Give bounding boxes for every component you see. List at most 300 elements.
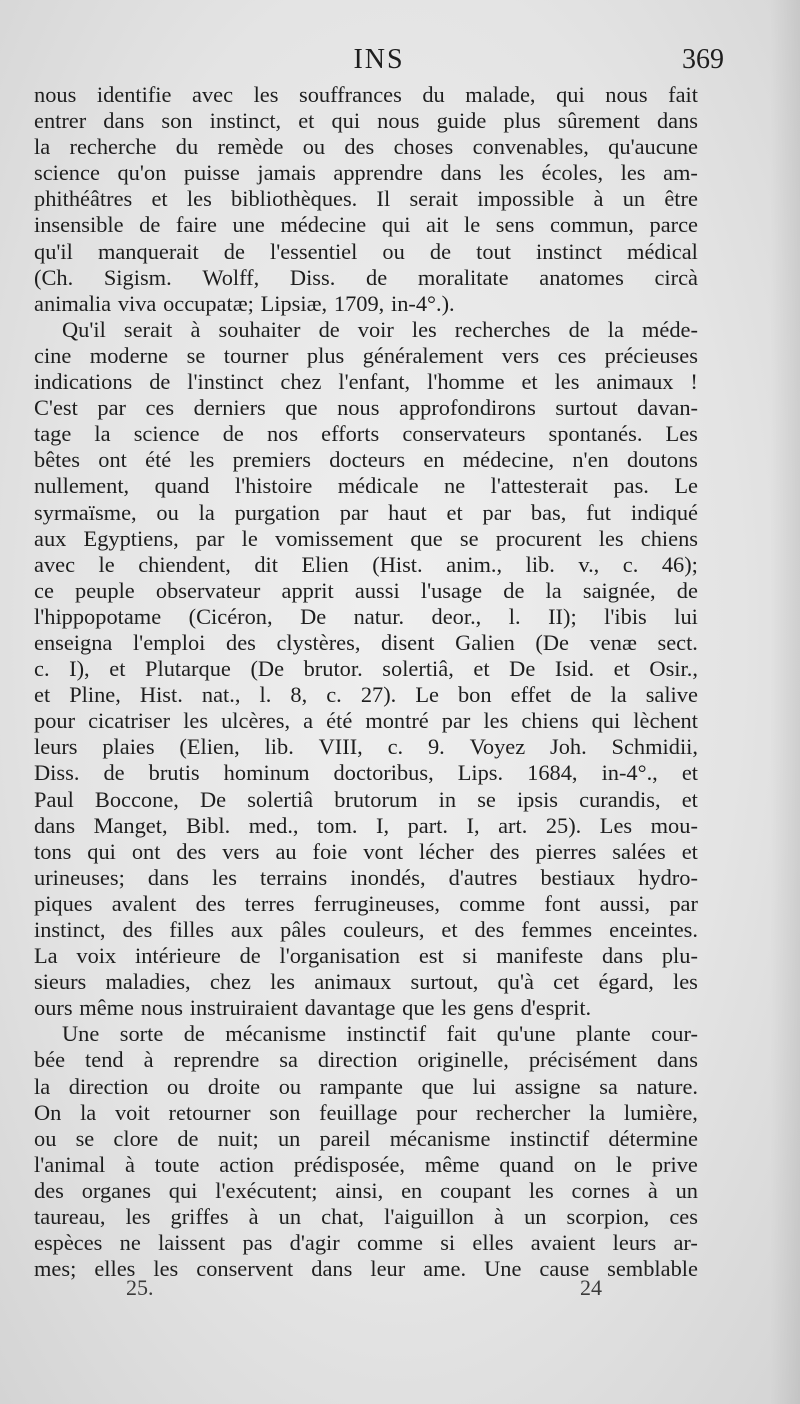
word: pas	[242, 1230, 273, 1256]
text-line	[34, 1230, 698, 1256]
word: si	[440, 1230, 456, 1256]
text-line	[34, 343, 698, 369]
word: du	[422, 82, 445, 107]
word: dans	[147, 864, 189, 890]
word: mou-	[650, 812, 698, 838]
word: art.	[498, 812, 528, 838]
running-head-title: INS	[353, 44, 405, 75]
word: vers	[222, 838, 260, 864]
word: qui	[381, 212, 411, 238]
word: salive	[645, 682, 698, 708]
text-line	[34, 369, 698, 395]
word: le	[615, 1151, 633, 1177]
word: haut	[388, 499, 427, 525]
word: de	[139, 212, 161, 238]
word: ou	[34, 1125, 57, 1151]
word: Egyptiens,	[83, 525, 179, 551]
word: par	[669, 890, 698, 916]
word: qui	[331, 108, 361, 134]
word: leurs	[612, 1230, 657, 1256]
word: chiendent,	[138, 551, 231, 577]
word: plaies	[102, 734, 155, 760]
word: fait	[668, 82, 698, 107]
word: in	[438, 786, 457, 812]
word: filles	[169, 917, 214, 942]
word: derniers	[193, 395, 266, 421]
word: enseigna	[34, 629, 113, 655]
word: instruiraient	[189, 995, 298, 1021]
word: I),	[69, 656, 90, 682]
word: nous	[377, 108, 420, 134]
word: identifie	[96, 82, 172, 107]
word: Une	[62, 1021, 100, 1047]
word: 46);	[661, 551, 698, 577]
word: de	[568, 316, 590, 342]
word: direction	[68, 1073, 149, 1099]
word: l'homme	[427, 369, 505, 395]
word: mécanisme	[225, 1021, 327, 1047]
word: dit	[254, 551, 278, 577]
word: voit	[114, 1099, 150, 1125]
word: des	[122, 917, 153, 942]
word: Diss.	[34, 760, 80, 786]
word: salées	[612, 838, 666, 864]
word: les	[153, 1256, 179, 1282]
word: (Ch.	[34, 264, 74, 290]
word: la	[589, 1099, 606, 1125]
word: chat,	[321, 1204, 365, 1230]
word: anim.,	[446, 551, 503, 577]
word: médecine,	[462, 447, 555, 473]
word: nuit;	[217, 1125, 259, 1151]
word: enceintes.	[609, 917, 698, 942]
word: manquerait	[97, 238, 199, 264]
word: Paul	[34, 786, 74, 812]
word: être	[664, 186, 698, 212]
word: piques	[34, 890, 93, 916]
word: doctoribus,	[333, 760, 434, 786]
word: lui	[472, 1073, 497, 1099]
word: d'autres	[448, 864, 518, 890]
word: avec	[34, 551, 76, 577]
word: 25).	[545, 812, 582, 838]
word: sa	[279, 1047, 298, 1073]
text-line	[34, 526, 698, 552]
word: solertiâ,	[382, 656, 454, 682]
word: les	[253, 82, 279, 107]
word: Boccone,	[94, 786, 179, 812]
word: parce	[649, 212, 698, 238]
text-line	[34, 108, 698, 134]
word: instinct,	[209, 108, 282, 134]
word: Schmidii,	[611, 734, 698, 760]
word: urineuses;	[34, 864, 125, 890]
word: De	[300, 603, 327, 629]
word: les	[673, 969, 698, 995]
word: cause	[539, 1256, 590, 1282]
word: des	[489, 838, 520, 864]
word: que	[421, 1073, 454, 1099]
word: part.	[407, 812, 448, 838]
word: faire	[175, 212, 217, 238]
word: jamais	[257, 160, 316, 186]
word: les	[125, 1204, 151, 1230]
word: la	[34, 134, 51, 160]
word: (De	[250, 656, 285, 682]
word: instinctif	[346, 1021, 427, 1047]
word: ne	[119, 1230, 141, 1256]
word: foie	[312, 838, 348, 864]
word: les	[183, 708, 209, 734]
word: observateur	[155, 577, 261, 603]
word: plu-	[661, 943, 698, 969]
word: que	[410, 525, 443, 551]
word: même	[79, 995, 134, 1021]
word: ulcères,	[221, 708, 291, 734]
word: in-4°.).	[390, 290, 455, 316]
word: originelle,	[417, 1047, 509, 1073]
word: cornes	[571, 1177, 630, 1203]
word: pareil	[319, 1125, 371, 1151]
word: Bibl.	[186, 812, 231, 838]
word: précisément	[528, 1047, 637, 1073]
word: nature.	[636, 1073, 698, 1099]
word: aux	[34, 525, 67, 551]
word: Osir.,	[649, 656, 698, 682]
word: puisse	[183, 160, 240, 186]
word: Galien	[455, 629, 515, 655]
word: écoles,	[541, 160, 604, 186]
word: ferrugineuses,	[313, 890, 440, 916]
word: brutorum	[334, 786, 418, 812]
word: aux	[230, 917, 264, 942]
text-line	[34, 917, 698, 943]
word: voix	[76, 943, 117, 969]
word: c.	[387, 734, 404, 760]
word: fut	[586, 499, 612, 525]
word: semblable	[607, 1256, 698, 1282]
word: des	[474, 917, 505, 942]
word: ou	[166, 1073, 190, 1099]
word: Pline,	[69, 682, 121, 708]
word: qu'on	[117, 160, 167, 186]
word: pas.	[613, 473, 649, 499]
word: en	[401, 1177, 423, 1203]
word: animaux	[314, 969, 392, 995]
word: davantage	[304, 995, 396, 1021]
word: laissent	[158, 1230, 226, 1256]
word: lèchent	[633, 708, 698, 734]
word: à	[190, 316, 201, 342]
word: De	[509, 656, 536, 682]
word: font	[544, 890, 581, 916]
word: généralement	[362, 342, 484, 368]
word: (De	[535, 629, 569, 655]
word: sect.	[657, 629, 698, 655]
word: dans	[440, 160, 482, 186]
word: leurs	[34, 734, 78, 760]
word: quand	[154, 473, 210, 499]
word: le	[98, 551, 115, 577]
word: comme	[357, 1230, 423, 1256]
word: sieurs	[34, 969, 87, 995]
word: ce	[34, 577, 54, 603]
word: l.	[259, 682, 272, 708]
word: animaux	[596, 369, 674, 395]
word: circà	[654, 264, 698, 290]
word: efforts	[321, 421, 380, 447]
word: l'usage	[420, 577, 483, 603]
word: l'animal	[34, 1151, 106, 1177]
word: médical	[627, 238, 698, 264]
word: VIII,	[318, 734, 363, 760]
word: brutis	[148, 760, 200, 786]
word: qu'il	[34, 238, 73, 264]
word: 9.	[427, 734, 445, 760]
text-line	[34, 500, 698, 526]
word: cet	[553, 969, 580, 995]
word: insensible	[34, 212, 124, 238]
text-line	[34, 865, 698, 891]
word: gens	[472, 995, 514, 1021]
text-line	[34, 447, 698, 473]
text-line	[34, 760, 698, 786]
word: solertiâ	[247, 786, 314, 812]
word: un	[622, 186, 646, 212]
word: aussi,	[599, 890, 651, 916]
word: le	[464, 212, 481, 238]
word: Diss.	[289, 264, 336, 290]
word: les	[189, 447, 215, 473]
word: 1684,	[527, 760, 578, 786]
word: les	[554, 369, 580, 395]
word: dans	[656, 108, 698, 134]
word: même	[424, 1151, 480, 1177]
word: à	[494, 1204, 504, 1230]
word: se	[75, 1125, 95, 1151]
word: méde-	[641, 316, 698, 342]
word: et	[521, 369, 538, 395]
word: de	[366, 264, 388, 290]
text-line	[34, 473, 698, 499]
word: surtout,	[410, 969, 479, 995]
page-footer	[34, 1275, 698, 1305]
word: les	[620, 160, 646, 186]
word: pour	[34, 708, 76, 734]
word: détermine	[608, 1125, 698, 1151]
text-line	[34, 839, 698, 865]
word: curandis,	[579, 786, 661, 812]
word: Les	[599, 812, 633, 838]
word: la	[198, 499, 215, 525]
word: de	[503, 577, 525, 603]
word: que	[285, 395, 318, 421]
text-line	[34, 552, 698, 578]
word: plus	[503, 108, 541, 134]
word: de	[676, 577, 698, 603]
word: la	[94, 421, 111, 447]
word: C'est	[34, 395, 78, 421]
word: ou	[156, 499, 179, 525]
word: plante	[575, 1021, 631, 1047]
word: ame.	[423, 1256, 467, 1282]
word: in-4°.,	[601, 760, 658, 786]
word: la	[610, 682, 627, 708]
word: reprendre	[173, 1047, 260, 1073]
word: souhaiter	[218, 316, 301, 342]
word: dans	[311, 1256, 353, 1282]
text-line	[34, 1100, 698, 1126]
text-line	[34, 1178, 698, 1204]
word: spontanés.	[548, 421, 643, 447]
word: un	[278, 1204, 302, 1230]
word: impossible	[477, 186, 575, 212]
word: comme	[459, 890, 526, 916]
word: Une	[484, 1256, 522, 1282]
word: moralitate	[417, 264, 509, 290]
word: Isid.	[554, 656, 595, 682]
word: chiens	[640, 525, 698, 551]
word: égard,	[598, 969, 654, 995]
text-line	[34, 708, 698, 734]
word: mes;	[34, 1256, 77, 1282]
word: leur	[370, 1256, 406, 1282]
word: Joh.	[550, 734, 587, 760]
text-line	[34, 239, 698, 265]
word: bêtes	[34, 447, 81, 473]
word: recherche	[69, 134, 157, 160]
word: am-	[663, 160, 698, 186]
word: Manget,	[93, 812, 168, 838]
word: l.	[508, 603, 521, 629]
word: ainsi,	[335, 1177, 384, 1203]
word: dans	[602, 943, 644, 969]
word: (Hist.	[372, 551, 423, 577]
word: nous	[337, 395, 380, 421]
word: science	[34, 160, 100, 186]
word: moderne	[89, 342, 169, 368]
word: l'essentiel	[269, 238, 358, 264]
word: on	[573, 1151, 597, 1177]
word: et	[681, 760, 698, 786]
word: science	[133, 421, 200, 447]
word: brutor.	[303, 656, 363, 682]
word: convenables,	[472, 134, 589, 160]
word: des	[176, 838, 207, 864]
word: avec	[192, 82, 234, 107]
word: son	[161, 108, 193, 134]
word: pâles	[280, 917, 327, 942]
text-line	[34, 604, 698, 630]
word: et	[109, 656, 126, 682]
text-line	[34, 578, 698, 604]
word: cour-	[651, 1021, 698, 1047]
word: rampante	[319, 1073, 403, 1099]
word: approfondirons	[399, 395, 536, 421]
word: natur.	[353, 603, 405, 629]
word: les	[186, 186, 212, 212]
word: montré	[365, 708, 429, 734]
word: lécher	[419, 838, 474, 864]
word: taureau,	[34, 1204, 106, 1230]
word: qui	[87, 838, 116, 864]
word: fait	[446, 1021, 477, 1047]
word: vont	[363, 838, 404, 864]
word: nat.,	[201, 682, 241, 708]
text-line	[34, 1126, 698, 1152]
word: précieuses	[604, 342, 698, 368]
word: ou	[382, 238, 405, 264]
text-line	[34, 317, 698, 343]
word: chez	[280, 369, 322, 395]
word: qui	[556, 82, 585, 107]
word: retourner	[168, 1099, 251, 1125]
text-line	[34, 1074, 698, 1100]
word: instinctif	[509, 1125, 590, 1151]
word: ipsis	[516, 786, 559, 812]
word: lumière,	[623, 1099, 698, 1125]
word: bibliothèques.	[231, 186, 358, 212]
word: !	[690, 369, 698, 395]
word: tend	[85, 1047, 124, 1073]
word: ont	[98, 447, 127, 473]
word: organes	[81, 1177, 151, 1203]
word: les	[270, 969, 295, 995]
word: Sigism.	[103, 264, 172, 290]
word: De	[199, 786, 227, 812]
word: dans	[656, 1047, 698, 1073]
word: si	[462, 943, 478, 969]
word: et	[681, 786, 698, 812]
word: recherches	[454, 316, 551, 342]
word: d'esprit.	[520, 995, 592, 1021]
word: tourner	[223, 342, 289, 368]
word: assigne	[514, 1073, 581, 1099]
word: (Cicéron,	[188, 603, 273, 629]
word: maladies,	[105, 969, 191, 995]
word: ait	[426, 212, 449, 238]
word: ar-	[673, 1230, 698, 1256]
word: se	[459, 525, 479, 551]
word: tons	[34, 838, 72, 864]
word: des	[344, 134, 375, 160]
word: premiers	[232, 447, 311, 473]
word: droite	[207, 1073, 261, 1099]
word: prive	[651, 1151, 698, 1177]
word: la	[607, 316, 624, 342]
word: indications	[34, 369, 133, 395]
signature-mark-left: 25.	[126, 1275, 154, 1300]
word: ou	[278, 1073, 302, 1099]
word: nous	[140, 995, 184, 1021]
word: bas,	[530, 499, 567, 525]
word: l'histoire	[234, 473, 313, 499]
word: Le	[674, 473, 698, 499]
word: procurent	[495, 525, 582, 551]
word: d'agir	[289, 1230, 340, 1256]
word: un	[524, 1204, 547, 1230]
word: toute	[154, 1151, 200, 1177]
word: Hist.	[139, 682, 183, 708]
text-line	[34, 134, 698, 160]
word: ces	[669, 1204, 698, 1230]
page-edge-shadow	[770, 0, 800, 1404]
word: qu'à	[497, 969, 534, 995]
word: la	[545, 577, 562, 603]
word: ours	[34, 995, 73, 1021]
word: saignée,	[582, 577, 656, 603]
word: qu'aucune	[608, 134, 698, 160]
